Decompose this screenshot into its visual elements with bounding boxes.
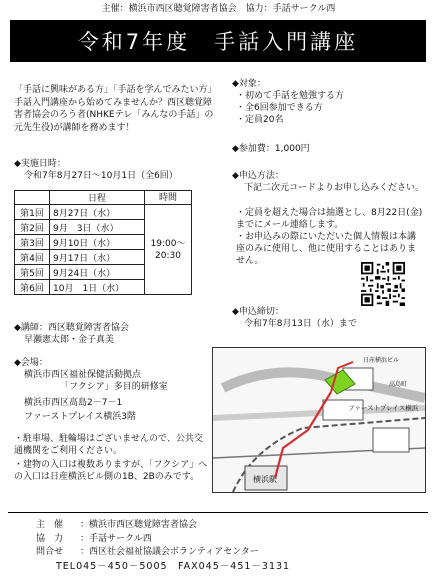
deadline-date: 令和7年8月13日（水）まで [244, 319, 357, 329]
organizer-label: 主催： [101, 4, 129, 14]
lecturer-names: 早瀬憲太郎・金子真美 [24, 335, 115, 345]
deadline-heading: ◆申込締切： [232, 307, 284, 317]
apply-note-lottery: ・定員を超えた場合は抽選とし、8月22日(金)までにメール連絡します。 [236, 208, 423, 230]
organizer-name: 横浜市西区聴覚障害者協会 [128, 4, 237, 14]
cooperator-name: 手話サークル西 [272, 4, 336, 14]
access-map [212, 347, 426, 493]
header-line [0, 3, 437, 15]
table-row: 第2回 9月 3日（水） [15, 220, 192, 235]
qr-code-icon[interactable] [361, 262, 405, 306]
schedule-period: 令和7年8月27日～10月1日（全6回） [24, 171, 178, 181]
venue-address: 横浜市西区高島2－7－1 [24, 398, 123, 408]
page-title: 令和7年度 手話入門講座 [10, 20, 426, 62]
table-row: 第6回 10月 1日（水） [15, 280, 192, 295]
footer-divider [8, 512, 428, 513]
apply-text: 下記二次元コードよりお申し込みください。 [244, 183, 425, 193]
time-cell: 19:00～ 20:30 [145, 205, 192, 295]
footer-organizer: ：横浜市西区聴覚障害者協会 [80, 520, 198, 530]
footer-contact: ：西区社会福祉協議会ボランティアセンター [80, 547, 259, 557]
target-item: ・定員20名 [236, 115, 284, 125]
cooperator-label: 協力： [245, 4, 273, 14]
lecturer-heading: ◆講師：西区聴覚障害者協会 [14, 323, 129, 333]
target-heading: ◆対象： [232, 79, 266, 89]
col-time: 時間 [145, 191, 192, 205]
map-label-nissan: 日産横浜ビル [363, 357, 400, 364]
venue-line1: 横浜市西区福祉保健活動拠点 [24, 370, 142, 380]
venue-note-parking: ・駐車場、駐輪場はございませんので、公共交通機関をご利用ください。 [14, 434, 203, 456]
table-row: 第5回 9月24日（水） [15, 265, 192, 280]
intro-text: 「手話に興味がある方」「手話を学んでみたい方」手話入門講座から始めてみませんか？西区聴覚障害者協会のろう者(NHKEテレ「みんなの手話」の元先生役)が講師を務めます！ [14, 85, 217, 133]
venue-note-entrance: ・建物の入口は複数ありますが、「フクシア」への入口は日産横浜ビル側の1B、2Bのみです。 [14, 460, 208, 482]
footer-tel-fax: TEL045－450－5005 FAX045－451－3131 [56, 560, 291, 572]
schedule-heading: ◆実施日時： [14, 159, 66, 169]
table-row: 第1回 8月27日（水） 19:00～ 20:30 [15, 205, 192, 220]
apply-heading: ◆申込方法： [232, 171, 284, 181]
target-item: ・初めて手話を勉強する方 [236, 91, 345, 101]
map-label-station: 横浜駅 [253, 475, 277, 484]
map-label-takashima: 高島町 [389, 381, 408, 388]
col-date: 日程 [50, 191, 145, 205]
map-label-building: ファーストプレイス横浜 [348, 404, 419, 412]
apply-note-privacy: ・お申込みの際にいただいた個人情報は本講座のみに使用し、他に使用することはありません。 [236, 232, 417, 266]
target-item: ・全6回参加できる方 [236, 103, 323, 113]
footer-cooperator: ：手話サークル西 [80, 533, 152, 544]
footer: 主 催 ：横浜市西区聴覚障害者協会 協 力 ：手話サークル西 問合せ ：西区社会福祉協議会ボランティアセンター TEL045－450－5005 FAX045－451－3131 [36, 520, 291, 572]
fee: ◆参加費：1,000円 [232, 144, 310, 154]
venue-building: ファーストプレイス横浜3階 [24, 412, 136, 422]
venue-line2: 「フクシア」多目的研修室 [60, 382, 168, 392]
schedule-table [14, 190, 192, 295]
table-row: 第3回 9月10日（水） [15, 235, 192, 250]
table-row: 第4回 9月17日（水） [15, 250, 192, 265]
venue-heading: ◆会場： [14, 358, 48, 368]
